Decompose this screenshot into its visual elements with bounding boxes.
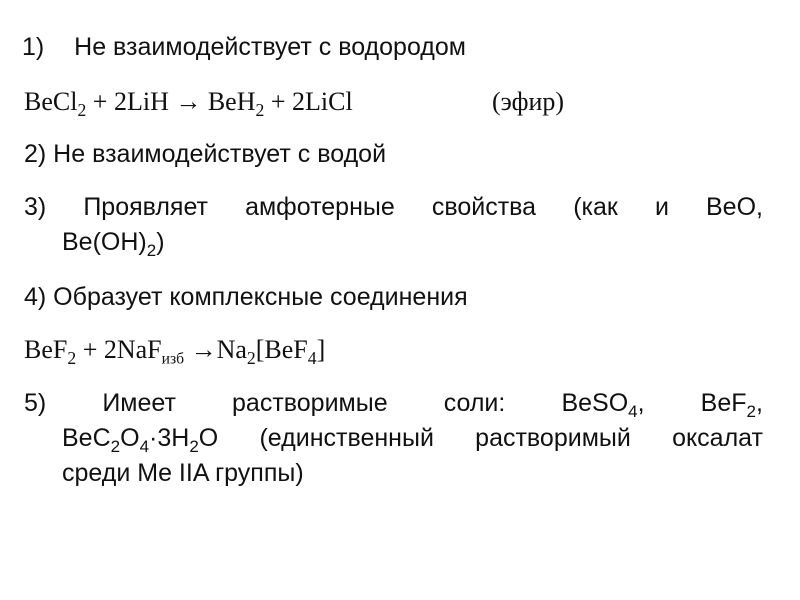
item-3-word: Проявляет bbox=[83, 193, 208, 221]
item-3-formula-sub: 2 bbox=[146, 240, 157, 260]
item-5-line-1 bbox=[24, 388, 763, 421]
item-5-word: оксалат bbox=[672, 424, 763, 452]
item-3-formula-end: ) bbox=[156, 228, 165, 256]
oxalate-sub: 4 bbox=[139, 436, 150, 456]
eq1-sub-b: 2 bbox=[255, 100, 265, 121]
item-5-word: Имеет bbox=[102, 389, 176, 417]
item-3-word: и bbox=[654, 193, 669, 221]
oxalate-part: ·3H bbox=[149, 424, 190, 452]
eq2-part-c: →Na bbox=[184, 335, 247, 364]
eq1-sub-a: 2 bbox=[77, 100, 87, 121]
eq2-sub-c: 2 bbox=[246, 348, 256, 369]
item-5-word: (единственный bbox=[259, 424, 434, 452]
eq2-part-e: ] bbox=[316, 335, 326, 364]
eq2-part-d: [BeF bbox=[255, 335, 308, 364]
eq1-part-c: + 2LiCl bbox=[264, 87, 353, 116]
item-3-line-2 bbox=[62, 227, 165, 260]
item-1-number: 1) bbox=[22, 33, 45, 61]
item-3-word: свойства bbox=[431, 193, 537, 221]
item-5-salt-2 bbox=[700, 388, 763, 421]
salt-1-comma: , bbox=[637, 389, 645, 417]
item-5-word: растворимые bbox=[232, 389, 388, 417]
equation-2 bbox=[24, 335, 326, 369]
eq2-sub-b: изб bbox=[161, 350, 185, 368]
salt-2-sub: 2 bbox=[746, 401, 756, 421]
item-2: 2) Не взаимодействует с водой bbox=[24, 140, 387, 168]
salt-2-comma: , bbox=[755, 389, 763, 417]
item-5-salt-1 bbox=[561, 388, 645, 421]
item-5-word: 5) bbox=[24, 389, 47, 417]
item-3-word: BeO, bbox=[706, 193, 763, 221]
item-3-formula: Be(OH) bbox=[62, 228, 147, 256]
item-3-word: 3) bbox=[24, 193, 47, 221]
item-3-line-1 bbox=[24, 192, 763, 222]
eq2-part-a: BeF bbox=[24, 335, 68, 364]
eq1-part-b: + 2LiH → BeH bbox=[86, 87, 256, 116]
item-1 bbox=[22, 32, 466, 62]
eq2-sub-a: 2 bbox=[67, 348, 77, 369]
salt-1-formula: BeSO bbox=[561, 389, 629, 417]
item-5-line-2 bbox=[62, 423, 763, 456]
eq2-sub-d: 4 bbox=[307, 348, 317, 369]
equation-1 bbox=[24, 87, 353, 121]
oxalate-part: BeC bbox=[62, 424, 111, 452]
item-5-line-3: среди Me IIA группы) bbox=[62, 459, 304, 487]
item-5-word: растворимый bbox=[475, 424, 631, 452]
oxalate-sub: 2 bbox=[189, 436, 199, 456]
oxalate-part: O bbox=[120, 424, 140, 452]
item-1-text: Не взаимодействует с водородом bbox=[74, 33, 466, 61]
oxalate-sub: 2 bbox=[110, 436, 121, 456]
equation-1-condition: (эфир) bbox=[492, 87, 565, 116]
item-4: 4) Образует комплексные соединения bbox=[24, 283, 468, 311]
item-3-word: (как bbox=[573, 193, 618, 221]
oxalate-formula bbox=[62, 423, 219, 456]
salt-2-formula: BeF bbox=[700, 389, 747, 417]
item-3-word: амфотерные bbox=[245, 193, 395, 221]
oxalate-part: O bbox=[198, 424, 219, 452]
eq2-part-b: + 2NaF bbox=[76, 335, 162, 364]
eq1-part-a: BeCl bbox=[24, 87, 78, 116]
item-5-word: соли: bbox=[443, 389, 506, 417]
salt-1-sub: 4 bbox=[628, 401, 638, 421]
